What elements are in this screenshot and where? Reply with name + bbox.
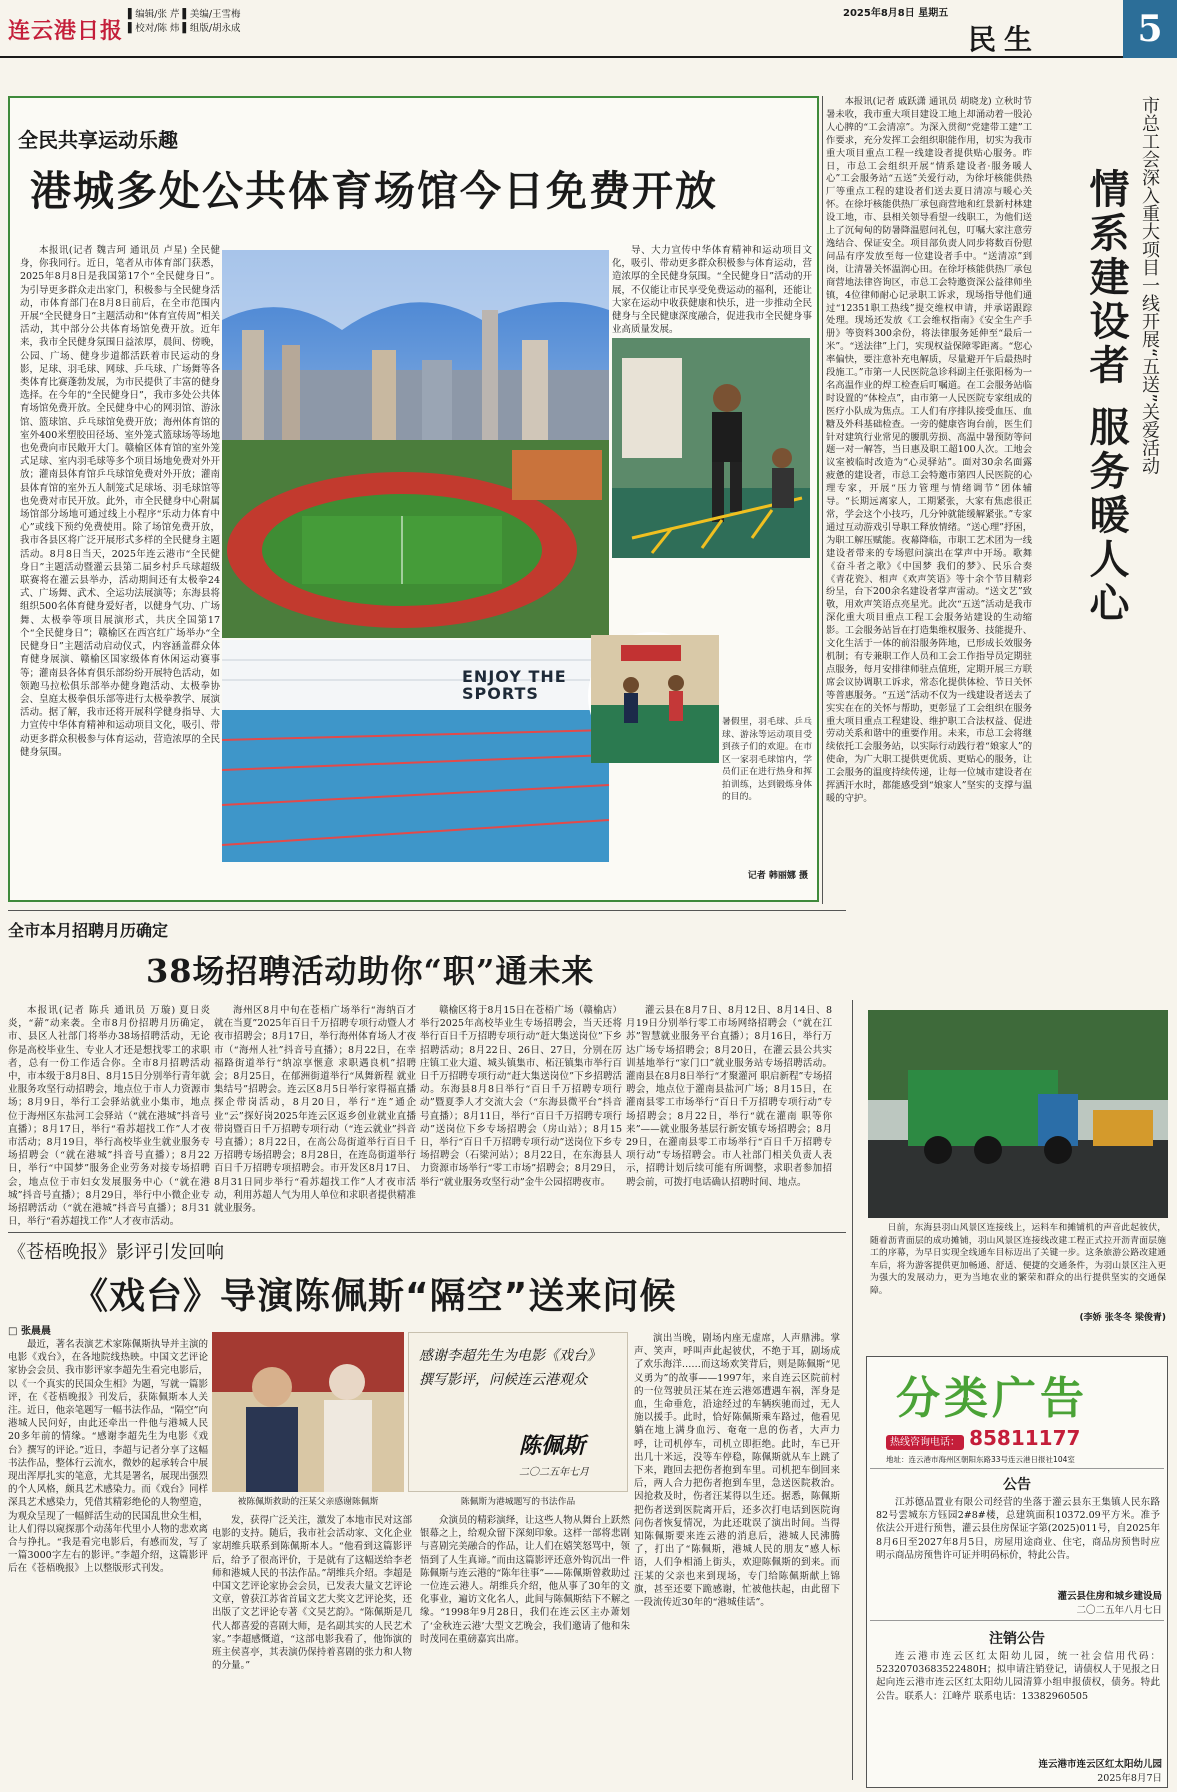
sports-kicker: 全民共享运动乐趣	[18, 128, 178, 152]
opera-photo1-caption: 被陈佩斯救助的汪某父亲感谢陈佩斯	[237, 1497, 379, 1507]
calligraphy-photo	[408, 1332, 628, 1492]
road-paving-illustration	[868, 1010, 1168, 1218]
notice2-title: 注销公告	[989, 1631, 1045, 1647]
jobs-body-1: 本报讯(记者 陈兵 通讯员 万璇) 夏日炎炎，“薪”动来袭。全市8月份招聘月历确定，市、县区人社部门将举办38场招聘活动，无论你是高校毕业生、专业人才还是想找零工的求职者，总有一份工作适合你。全市8月招聘活动中，市本级于8月8日、8月15日分别举行青年就业服务攻坚行动招聘会，地点位于市人力资源市场；8月9日，举行工会驿站就业小集市，地点位于海州区东盐河工会驿站（“就在港城”抖音号直播）；8月17日，举行“看苏超找工作”人才夜市活动；8月19日，举行高校毕业生就业服务专场招聘会（“就在港城”抖音号直播）；8月22日，举行“中国梦”服务企业劳务对接专场招聘会，地点位于市妇女发展服务中心（“就在港城”抖音号直播）；8月29日，举行中小微企业专场招聘活动（“就在港城”抖音号直播）；8月31日，举行“看苏超找工作”人才夜市活动。	[8, 1005, 210, 1228]
calligraphy-text-1: 感谢李超先生为电影《戏台》	[419, 1348, 601, 1364]
sports-photo-caption-box	[612, 716, 812, 856]
column-rule-right	[822, 96, 823, 904]
badminton-photo	[612, 338, 810, 558]
sports-body-2: 导、大力宣传中华体育精神和运动项目文化，吸引、带动更多群众积极参与体育运动，营造浓厚的全民健身氛围。“全民健身日”活动的开展，不仅能让市民享受免费运动的福利，还能让大家在运动中收获健康和快乐，进一步推动全民健身与全民健康深度融合，促进我市全民健身事业高质量发展。	[612, 245, 812, 336]
union-kicker-vertical: 市总工会深入重大项目一线开展“五送”关爱活动	[1139, 96, 1160, 475]
sports-body-1: 本报讯(记者 魏吉珂 通讯员 卢星) 全民健身，你我同行。近日，笔者从市体育部门获悉，2025年8月8日是我国第17个“全民健身日”。为引导更多群众走出家门，积极参与全民健身活动，市体育部门在8月8日前后，在全市范围内开展“全民健身日”主题活动和“体育宣传周”相关活动，其中部分公共体育场馆免费开放。近年来，我市全民健身氛围日益浓厚，晨间、傍晚，公园、广场、健身步道都活跃着市民运动的身影，足球、羽毛球、网球、乒乓球、广场舞等各类体育比赛蓬勃发展，为市民提供了丰富的健身选择。在今年的“全民健身日”，我市多处公共体育场馆免费开放。全民健身中心的网羽馆、游泳馆、篮球馆、乒乓球馆免费开放；海州体育馆的室外400米塑胶田径场、室外笼式篮球场等场地也免费向市民敞开大门。赣榆区体育馆的室外笼式足球、室内羽毛球等多个项目场地免费对外开放；灌南县体育馆乒乓球馆免费对外开放；灌南县体育馆的室外五人制笼式足球场、羽毛球馆等也免费对市民开放。此外，市全民健身中心附属场馆部分场地可通过线上小程序“乐动力体育中心”或线下预约免费使用。除了场馆免费开放，我市各县区将广泛开展形式多样的全民健身主题活动。8月8日当天，2025年连云港市“全民健身日”主题活动暨灌云县第二届乡村乒乓球超级联赛将在灌云县举办，活动期间还有太极拳24式、广场舞、武术、全运功法展演等；东海县将组织500名体育健身爱好者，以健身气功、广场舞、太极拳等项目展演形式，共庆全国第17个“全民健身日”；赣榆区在西宫红广场举办“全民健身日”主题活动启动仪式，内容涵盖群众体育健身展演、赣榆区国家级体育休闲运动赛事等；灌南县各体育俱乐部纷纷开展特色活动，如领跑马拉松俱乐部举办健身跑活动、太极拳协会、皇庭太极拳俱乐部等进行太极拳教学、展演活动。据了解，我市还将开展科学健身指导、大力宣传中华体育精神和运动项目文化，吸引、带动更多群众积极参与体育运动，营造浓厚的全民健身氛围。	[20, 245, 220, 758]
jobs-column-2	[214, 1004, 416, 1214]
sports-column-1	[20, 244, 220, 894]
opera-byline-name: 张晨晨	[20, 1326, 51, 1337]
sports-photo-credit: 记者 韩丽娜 摄	[747, 871, 808, 881]
page-number: 5	[1123, 0, 1177, 58]
badminton-training-illustration	[612, 338, 810, 558]
opera-column-1	[8, 1338, 208, 1784]
staff-credits	[128, 8, 241, 36]
jobs-body-4: 灌云县在8月7日、8月12日、8月14日、8月19日分别举行零工市场网络招聘会（“就在江苏”智慧就业服务平台直播）；8月16日，举行万达广场专场招聘会；8月20日，在灌云县公共实训基地举行“家门口”就业服务站专场招聘活动。灌南县在8月8日举行“才聚灌河 职启新程”专场招聘会，地点位于灌南县盐河广场；8月15日，在灌南县零工市场举行“百日千万招聘专项行动”专场招聘会；8月22日，举行“就在灌南 职等你来”——就业服务基层行新安镇专场招聘会；8月29日，在灌南县零工市场举行“百日千万招聘专项行动”专场招聘会。市人社部门相关负责人表示，招聘计划后续可能有所调整，求职者参加招聘会前，可拨打电话确认招聘时间、地点。	[626, 1005, 832, 1188]
jobs-body-3: 赣榆区将于8月15日在苍梧广场（赣榆店）举行2025年高校毕业生专场招聘会，当天还将举行百日千万招聘专项行动“赶大集送岗位”下乡招聘活动；8月22日、26日、27日，分别在厉庄镇工业大道、城头镇集市、柘汪镇集市举行百日千万招聘专项行动“赶大集送岗位”下乡招聘活动。东海县8月8日举行“百日千万招聘专项行动”暨夏季人才交流大会（“东海县微平台”抖音号直播）；8月11日，举行“百日千万招聘专项行动”送岗位下乡专场招聘会（房山站）；8月15日，举行“百日千万招聘专项行动”送岗位下乡专场招聘会（石梁河站）；8月22日，在东海县人力资源市场举行“零工市场”招聘会；8月29日，举行“就业服务攻坚行动”金牛公园招聘夜市。	[420, 1005, 622, 1188]
union-body-text: 本报讯(记者 戚跃潇 通讯员 胡晓龙) 立秋时节暑未收，我市重大项目建设工地上却涌动着一股沁人心脾的“工会清凉”。为深入贯彻“党建带工建”工作要求，充分发挥工会组织职能作用，切实为我市重大项目重点工程一线建设者提供贴心服务。昨日，市总工会组织开展“情系建设者·服务暖人心”工会服务站“五送”关爱行动，为徐圩核能供热厂等重点工程的建设者们送去夏日清凉与暖心关怀。在徐圩核能供热厂承包商营地和红景新村林建设工地，市、县相关领导看望一线职工，为他们送上了沉甸甸的防暑降温慰问礼包，叮嘱大家注意劳逸结合、保证安全。项目部负责人同步将数百份慰问品有序发放至每一位建设者手中。“送清凉”到岗，让清暑关怀温润心田。在徐圩核能供热厂承包商营地法律咨询区，市总工会特邀资深公益律师坐镇，4位律师耐心记录职工诉求，现场指导他们通过“12351职工热线”提交维权申请，并承诺跟踪处理。现场还发放《工会维权指南》《安全生产手册》等资料300余份，将法律服务延伸至“最后一米”。“送法律”上门，实现权益保障零距离。“您心率偏快，要注意补充电解质，尽量避开午后最热时段施工。”市第一人民医院急诊科副主任张阳杨为一名高温作业的焊工检查后叮嘱道。在工会服务站临时设置的“体检点”，由市第一人民医院专家组成的医疗小队成为焦点。工人们有序排队接受血压、血糖及外科基础检查。一旁的健康咨询台前，医生们针对建筑行业常见的腰肌劳损、高温中暑预防等问题一对一解答，当日惠及职工超100人次。工地会议室被临时改造为“心灵驿站”。面对30余名面露疲惫的建设者，市总工会特邀市第四人民医院的心理专家，开展“压力管理与情绪调节”团体辅导。“长期远离家人，工期紧张，大家有焦虑很正常，学会这个小技巧，几分钟就能缓解紧张。”专家通过互动游戏引导职工释放情绪。“送心理”抒困，为职工解压赋能。夜幕降临，市职工艺术团为一线建设者带来的专场慰问演出在掌声中开场。歌舞《奋斗者之歌》《中国梦 我们的梦》、民乐合奏《青花瓷》、相声《欢声笑语》等十余个节目精彩纷呈，台下200余名建设者掌声雷动。“送文艺”致敬，用欢声笑语点亮星光。此次“五送”活动是我市深化重大项目重点工程工会服务站建设的生动缩影。工会服务站旨在打造集维权服务、技能提升、文化生活于一体的前沿服务阵地，已形成长效服务机制；有专兼职工作人员和工会工作指导员定期驻点服务，每月安排律师驻点值班，定期开展三方联席会议协调职工诉求，常态化提供体检、节日关怀等普惠服务。“五送”活动不仅为一线建设者送去了实实在在的关怀与帮助，更彰显了工会组织在服务重大项目重点工程建设、维护职工合法权益、促进劳动关系和谐中的重要作用。未来，市总工会将继续依托工会服务站，以实际行动践行着“娘家人”的使命，为广大职工提供更优质、更贴心的服务，让工会服务的温度持续传递，让每一位城市建设者在挥洒汗水时，都能感受到“娘家人”坚实的支撑与温暖的守护。	[826, 96, 1032, 804]
opera-column-2	[212, 1514, 412, 1784]
ads-title: 分类广告	[896, 1373, 1088, 1424]
ads-hotline	[886, 1426, 1166, 1450]
opera-kicker: 《苍梧晚报》影评引发回响	[8, 1242, 224, 1263]
notice2-body: 连云港市连云区红太阳幼儿园，统一社会信用代码：52320703683522480H；拟申请注销登记，请债权人于见报之日起向连云港市连云区红太阳幼儿园清算小组申报债权，债务。特此公告。联系人：江峰芹 联系电话：13382960505	[876, 1651, 1160, 1702]
ads-hotline-label: 热线咨询电话：	[886, 1435, 964, 1450]
column-rule-lower-right	[852, 1000, 853, 1780]
road-paving-photo	[868, 1010, 1168, 1218]
jobs-headline: 38场招聘活动助你“职”通未来	[146, 952, 595, 990]
calligraphy-signature: 陈佩斯	[519, 1433, 586, 1459]
calligraphy-date: 二〇二五年七月	[519, 1467, 589, 1478]
notice1-body-box	[876, 1496, 1160, 1584]
opera-column-4	[634, 1332, 840, 1784]
notice2-body-box	[876, 1650, 1160, 1752]
road-caption-box	[870, 1222, 1166, 1308]
notice1-title: 公告	[1003, 1477, 1031, 1493]
newspaper-logo: 连云港日报	[8, 18, 124, 44]
swimming-pool-photo	[222, 640, 609, 862]
opera-body-2: 发，获得广泛关注，激发了本地市民对这部电影的支持。随后，我市社会活动家、文化企业家胡维兵联系到陈佩斯本人。“他看到这篇影评后，给予了很高评价，于是就有了这幅送给李老师和港城人民的书法作品。”胡维兵介绍。李超是中国文艺评论家协会会员，已发表大量文艺评论文章，曾获江苏省首届文艺大奖文艺评论奖，还出版了文艺评论专著《文昊艺韵》。“陈佩斯是几代人都喜爱的喜剧大师，是名副其实的人民艺术家。”李超感慨道，“这部电影我看了，他饰演的班主侯喜亭，其表演仍保持着喜剧的张力和人物的分量。”	[212, 1515, 412, 1672]
jobs-column-1	[8, 1004, 210, 1228]
opera-top-rule	[8, 1232, 846, 1233]
thanks-scene-illustration	[212, 1332, 404, 1492]
jobs-top-rule	[8, 910, 846, 911]
ads-address: 地址：连云港市海州区朝阳东路33号连云港日报社104室	[886, 1455, 1075, 1464]
road-photo-credit: (李娇 张冬冬 梁俊青)	[1079, 1313, 1166, 1323]
sports-headline: 港城多处公共体育场馆今日免费开放	[30, 167, 718, 215]
calligraphy-text-2: 撰写影评，问候连云港观众	[419, 1372, 587, 1388]
stadium-photo	[222, 250, 609, 638]
opera-photo-thanks	[212, 1332, 404, 1492]
union-headline-vertical: 情系建设者 服务暖人心	[1083, 168, 1129, 626]
notice2-date: 2025年8月7日	[1097, 1773, 1162, 1784]
staff-line-2: ▌校对/陈 炜 ▌组版/胡永成	[128, 23, 241, 34]
sports-column-2	[612, 244, 812, 344]
jobs-body-2: 海州区8月中旬在苍梧广场举行“海纳百才 就在当夏”2025年百日千万招聘专项行动暨人才夜市招聘会；8月17日，举行海州体育场人才夜市（“海州人社”抖音号直播）；8月22日，在幸福路街道举行“纳凉享惬意 求职遇良机”招聘会；8月25日，在郁洲街道举行“凤舞新程 就业集结号”招聘会。连云区8月5日举行家得福直播探企带岗活动，8月20日，举行“连”通企业“云”探好岗2025年连云区返乡创业就业直播带岗暨百日千万招聘专项行动（“连云就业”抖音号直播）；8月22日，在高公岛街道举行百日千万招聘专场招聘会；8月28日，在连岛街道举行百日千万招聘专项招聘会。市开发区8月17日、8月31日同步举行“看苏超找工作”人才夜市活动，利用苏超人气为用人单位和求职者提供精准就业服务。	[214, 1005, 416, 1215]
issue-date: 2025年8月8日 星期五	[843, 8, 949, 19]
notice1-signer: 灌云县住房和城乡建设局	[1057, 1591, 1162, 1602]
section-title: 民生	[968, 23, 1041, 56]
opera-photo2-caption: 陈佩斯为港城题写的书法作品	[460, 1497, 576, 1507]
ads-divider-2	[870, 1620, 1164, 1621]
opera-body-3: 众演员的精彩演绎，让这些人物从舞台上跃然银幕之上，给观众留下深刻印象。这样一部将悲剧与喜剧完美融合的作品，让人们在嬉笑怒骂中，领悟到了人生真谛。”而由这篇影评还意外钩沉出一件陈佩斯与连云港的“陈年往事”——陈佩斯曾救助过一位连云港人。胡维兵介绍，他从事了30年的文化事业，遍访文化名人，此间与陈佩斯结下不解之缘。“1998年9月28日，我们在连云区主办萧划了‘金秋连云港’大型文艺晚会，我们邀请了他和朱时茂同在重磅嘉宾出席。	[420, 1515, 630, 1645]
notice2-signer: 连云港市连云区红太阳幼儿园	[1038, 1759, 1162, 1770]
jobs-column-4	[626, 1004, 832, 1214]
opera-body-4: 演出当晚，剧场内座无虚席，人声鼎沸。掌声、笑声，呼叫声此起彼伏，不绝于耳，剧场成了欢乐海洋……而这场欢笑背后，则是陈佩斯“见义勇为”的故事——1997年，来自连云区院前村的一位驾驶员汪某在连云港郊遭遇车祸，浑身是血，生命垂危，沿途经过的车辆疾驰而过，无人施以援手。此时，恰好陈佩斯乘车路过，他看见躺在地上满身血污、奄奄一息的伤者，大声力呼，让司机停车，司机立即拒绝。此时，车已开出几十米远，没等车停稳，陈佩斯就从车上跳了下来，跑回去把伤者抱到车里。司机把车倒回来后，两人合力把伤者抱到车里，急送医院救治。因抢救及时，伤者汪某得以生还。据悉，陈佩斯把伤者送到医院离开后，还多次打电话到医院询问伤者恢复情况，为此还耽误了演出时间。当得知陈佩斯要来连云港的消息后，港城人民沸腾了，打出了“陈佩斯，港城人民的朋友”感人标语，人们争相涌上街头，欢迎陈佩斯的到来。而汪某的父亲也来到现场，专门给陈佩斯献上锦旗，甚至还要下跪感谢，忙被他扶起，由此留下一段流传近30年的“港城佳话”。	[634, 1333, 840, 1609]
opera-byline: □ 张晨晨	[8, 1326, 51, 1337]
jobs-column-3	[420, 1004, 622, 1214]
ads-hotline-number: 85811177	[969, 1426, 1081, 1450]
ads-divider-1	[870, 1468, 1164, 1469]
stadium-illustration	[222, 250, 609, 638]
staff-line-1: ▌编辑/张 芹 ▌美编/王雪梅	[128, 9, 241, 20]
opera-headline: 《戏台》导演陈佩斯“隔空”送来问候	[72, 1276, 677, 1317]
masthead	[0, 0, 1177, 58]
pool-wall-sign: ENJOY THE SPORTS	[462, 667, 567, 703]
opera-column-3	[420, 1514, 630, 1784]
opera-body-1: 最近，著名表演艺术家陈佩斯执导并主演的电影《戏台》，在各地院线热映。中国文艺评论家协会会员、我市影评家李超先生看完电影后，以《一个真实的民国众生相》为题，写就一篇影评，在《苍梧晚报》刊发后，获陈佩斯本人关注。近日，他亲笔题写一幅书法作品，“隔空”向港城人民问好，由此还牵出一件他与港城人民20多年前的情缘。“感谢李超先生为电影《戏台》撰写的评论。”近日，李超与记者分享了这幅书法作品，整体行云流水，微妙的起承转合中展现出浑厚扎实的笔意，尤其是署名，展现出强烈的个人风格，颇具艺术感染力。而《戏台》同样深具艺术感染力，凭借其精彩绝伦的人物塑造，为观众呈现了一幅鲜活生动的民国乱世众生相，让人们得以窥探那个动荡年代里小人物的悲欢离合与挣扎。“我是看完电影后，有感而发，写了一篇3000字左右的影评。”李超介绍，这篇影评后在《苍梧晚报》上以整版形式刊发。	[8, 1339, 208, 1575]
notice1-date: 二〇二五年八月七日	[1076, 1605, 1162, 1616]
sports-photo-caption: 暑假里，羽毛球、乒乓球、游泳等运动项目受到孩子们的欢迎。在市区一家羽毛球馆内，学员们正在进行热身和挥拍训练，达到锻炼身体的目的。	[722, 717, 812, 802]
notice1-body: 江苏德品置业有限公司经营的坐落于灌云县东王集镇人民东路82号雲城东方钰园2#8#楼，总建筑面积10372.09平方米。准予依法公开进行预售，灌云县住房保证字第(2025)011号，自2025年8月6日至2027年8月5日，房屋用途商业、住宅，商品房预售时应明示商品房预售许可证并明码标价，特此公告。	[876, 1497, 1160, 1561]
jobs-kicker: 全市本月招聘月历确定	[8, 921, 169, 940]
union-body-box	[826, 96, 1032, 858]
road-photo-caption: 日前，东海县羽山风景区连接线上，运料车和摊铺机的声音此起彼伏，随着沥青面层的成功摊铺，羽山风景区连接线改建工程正式拉开沥青面层施工的序幕，为早日实现全线通车目标迈出了关键一步。这条旅游公路改建通车后，将为游客提供更加畅通、舒适、便捷的交通条件，为羽山景区注入更为强大的发展动力，更为当地农业的繁荣和群众的出行提供坚实的交通保障。	[870, 1223, 1166, 1296]
